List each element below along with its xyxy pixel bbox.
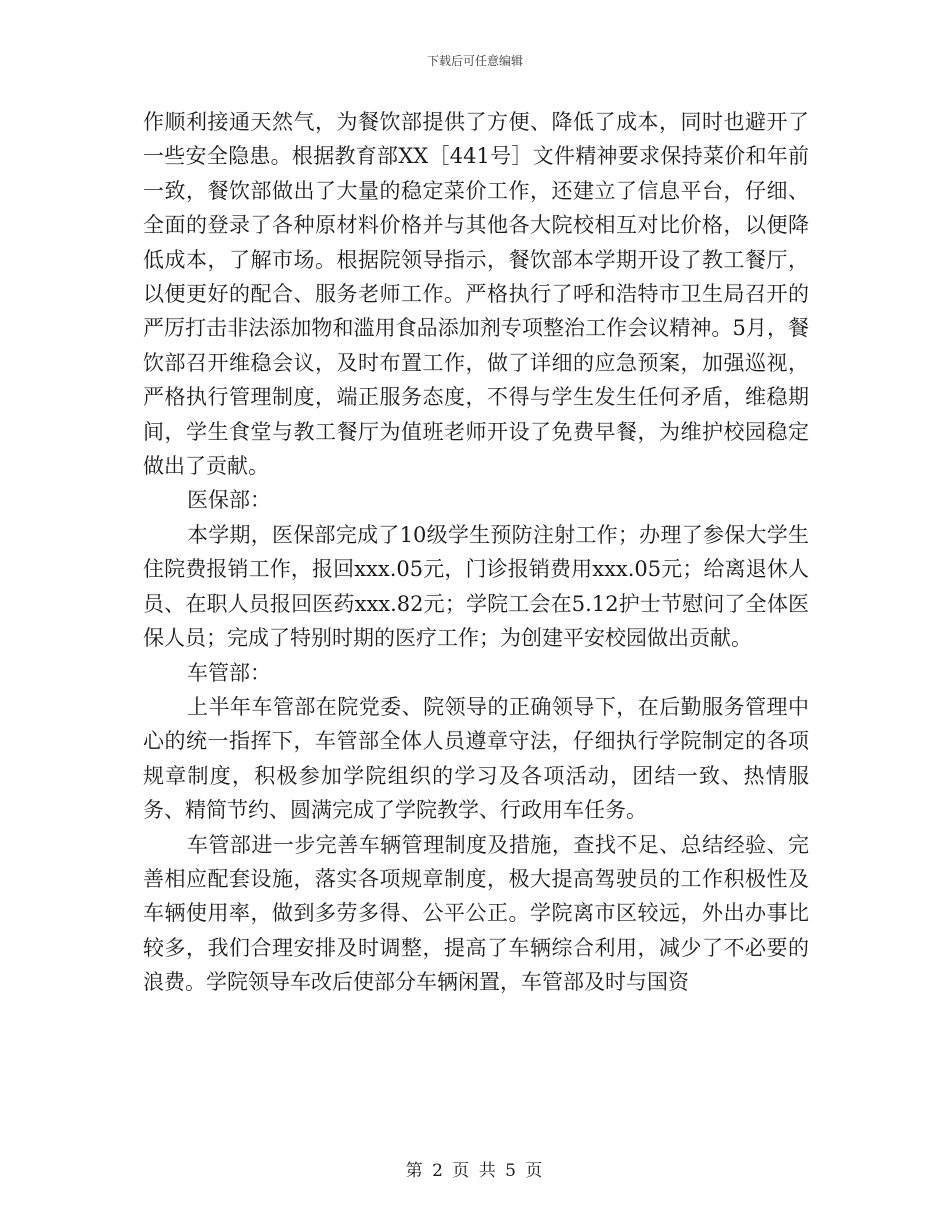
section-heading-medical: 医保部： [187,488,271,513]
page-header: 下载后可任意编辑 [426,54,523,68]
paragraph-vehicle-1: 上半年车管部在院党委、院领导的正确领导下，在后勤服务管理中心的统一指挥下，车管部全体人员遵章守法，仔细执行学院制定的各项规章制度，积极参加学院组织的学习及各项活动，团结一致、热情服务、精简节约、圆满完成了学院教学、行政用车任务。 [143,694,809,823]
document-body [143,105,809,1000]
paragraph-vehicle-2: 车管部进一步完善车辆管理制度及措施，查找不足、总结经验、完善相应配套设施，落实各项规章制度，极大提高驾驶员的工作积极性及车辆使用率，做到多劳多得、公平公正。学院离市区较远，外出办事比较多，我们合理安排及时调整，提高了车辆综合利用，减少了不必要的浪费。学院领导车改后使部分车辆闲置，车管部及时与国资 [143,832,809,995]
paragraph-medical: 本学期，医保部完成了10级学生预防注射工作；办理了参保大学生住院费报销工作，报回xxx.05元，门诊报销费用xxx.05元；给离退休人员、在职人员报回医药xxx.82元；学院工会在5.12护士节慰问了全体医保人员；完成了特别时期的医疗工作；为创建平安校园做出贡献。 [143,522,809,651]
section-heading-vehicle: 车管部： [187,660,271,685]
page-number: 第 2 页 共 5 页 [405,1161,545,1181]
paragraph-catering: 作顺利接通天然气，为餐饮部提供了方便、降低了成本，同时也避开了一些安全隐患。根据教育部XX［441号］文件精神要求保持菜价和年前一致，餐饮部做出了大量的稳定菜价工作，还建立了信息平台，仔细、全面的登录了各种原材料价格并与其他各大院校相互对比价格，以便降低成本，了解市场。根据院领导指示，餐饮部本学期开设了教工餐厅，以便更好的配合、服务老师工作。严格执行了呼和浩特市卫生局召开的严厉打击非法添加物和滥用食品添加剂专项整治工作会议精神。5月，餐饮部召开维稳会议，及时布置工作，做了详细的应急预案，加强巡视，严格执行管理制度，端正服务态度，不得与学生发生任何矛盾，维稳期间，学生食堂与教工餐厅为值班老师开设了免费早餐，为维护校园稳定做出了贡献。 [143,110,809,479]
